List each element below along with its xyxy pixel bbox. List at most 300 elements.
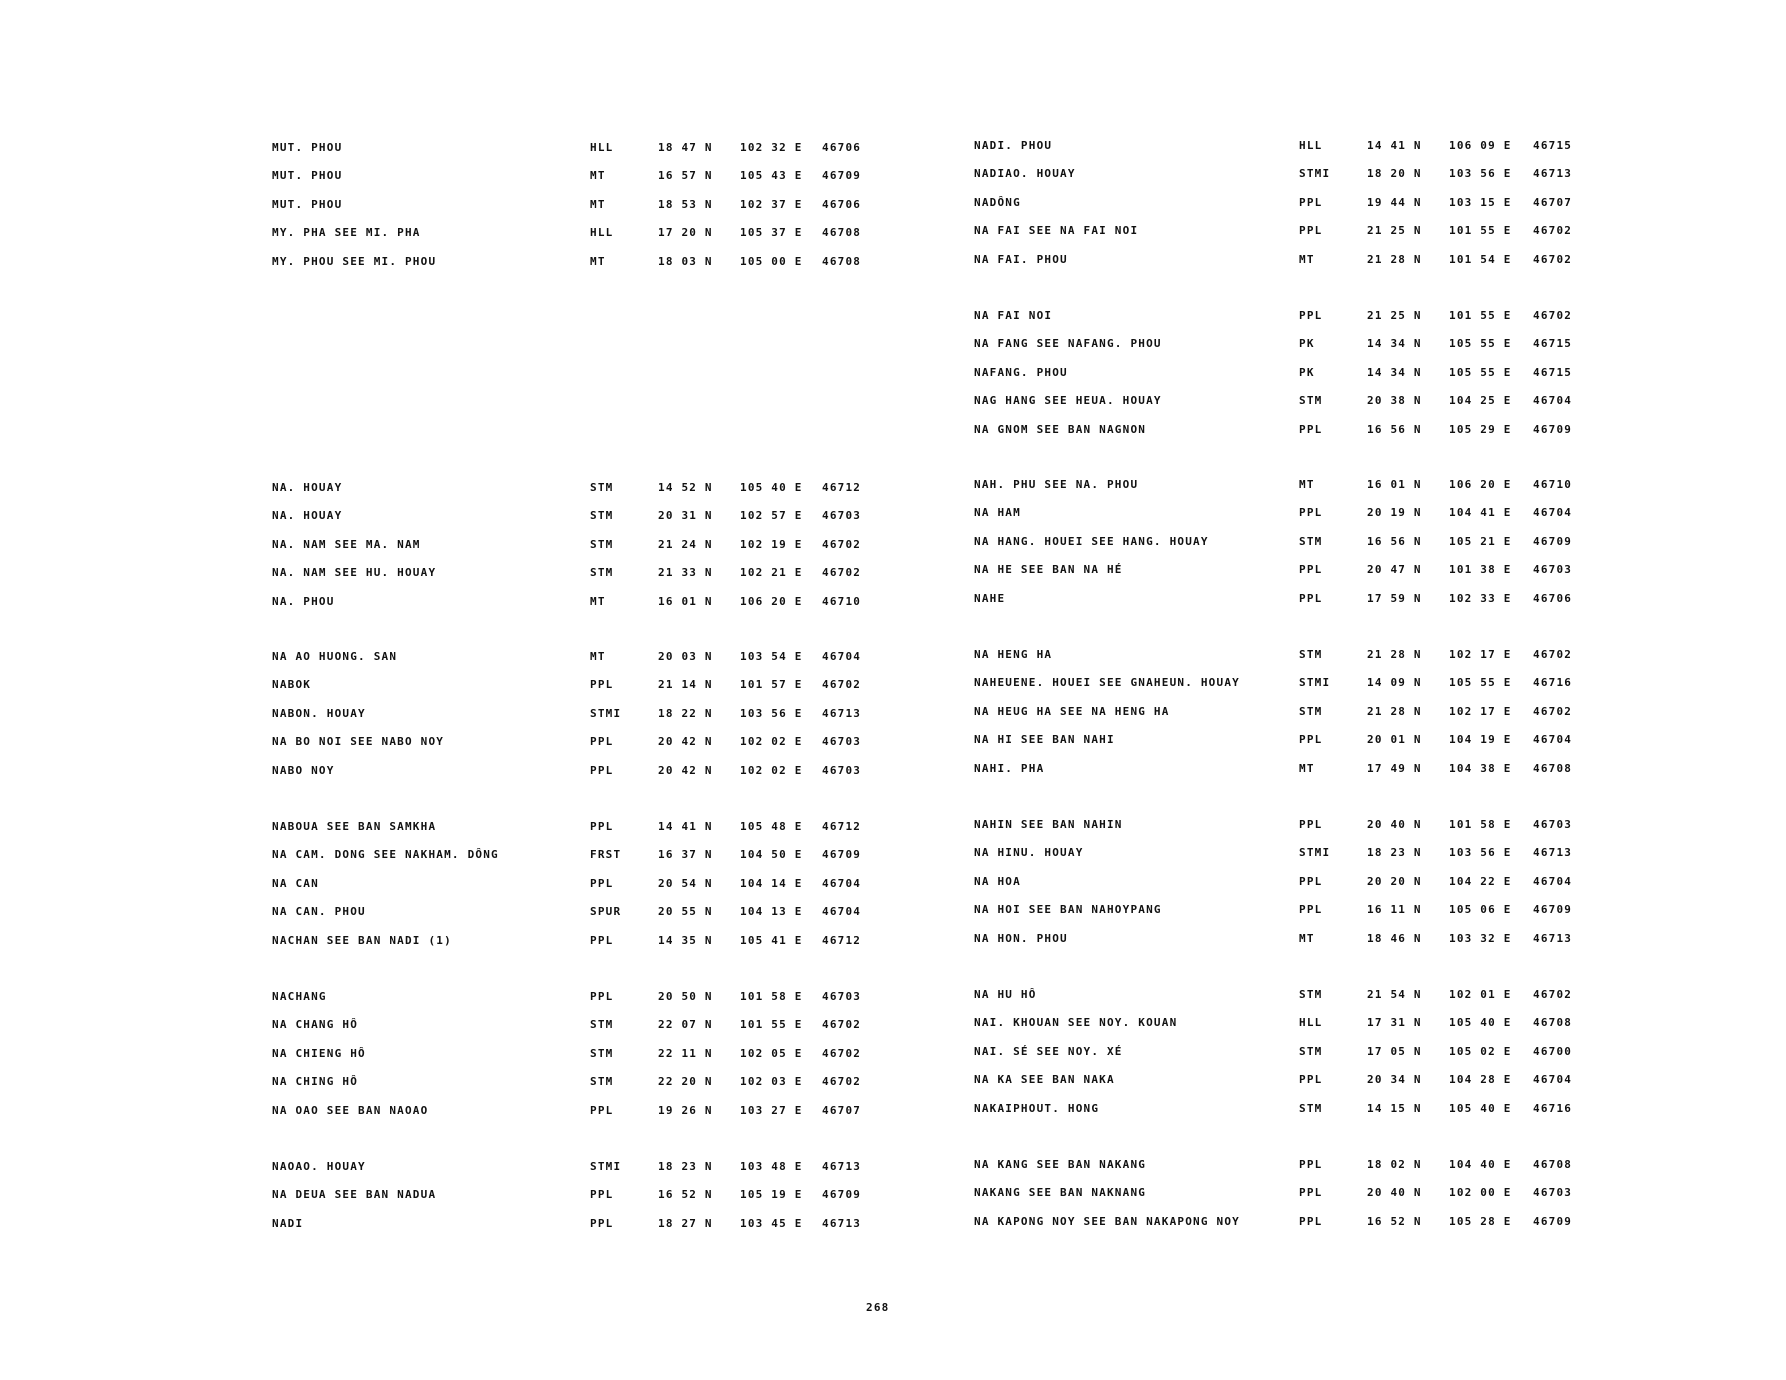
entry-code: 46708 [822,254,862,268]
entry-lat: 18 27 N [658,1216,713,1230]
entry-lat: 18 03 N [658,254,713,268]
entry-lat: 20 54 N [658,876,713,890]
entry-code: 46715 [1533,365,1573,379]
entry-lat: 17 59 N [1367,591,1422,605]
entry-type: MT [590,594,606,608]
entry-code: 46704 [822,876,862,890]
entry-lon: 102 05 E [740,1046,803,1060]
entry-lon: 102 02 E [740,735,803,749]
entry-type: STM [590,509,614,523]
entry-type: PPL [1299,563,1323,577]
entry-lat: 14 35 N [658,933,713,947]
entry-lon: 102 17 E [1449,704,1512,718]
entry-code: 46709 [822,848,862,862]
entry-lat: 22 07 N [658,1018,713,1032]
entry-lat: 16 01 N [658,594,713,608]
entry-type: SPUR [590,905,622,919]
entry-lat: 16 52 N [658,1188,713,1202]
entry-lon: 104 13 E [740,905,803,919]
entry-type: HLL [590,226,614,240]
entry-code: 46713 [1533,846,1573,860]
entry-type: MT [590,169,606,183]
entry-name: NA FAI SEE NA FAI NOI [974,224,1139,238]
entry-lon: 102 21 E [740,566,803,580]
entry-lat: 18 02 N [1367,1158,1422,1171]
entry-lon: 103 45 E [740,1216,803,1230]
entry-name: NA. HOUAY [272,481,343,494]
entry-type: PPL [1299,903,1323,917]
entry-name: NA HEUG HA SEE NA HENG HA [974,704,1170,718]
entry-name: MY. PHA SEE MI. PHA [272,226,421,240]
entry-lon: 105 28 E [1449,1214,1512,1228]
entry-lat: 20 19 N [1367,506,1422,520]
entry-lon: 102 02 E [740,763,803,777]
entry-lon: 104 28 E [1449,1073,1512,1087]
entry-code: 46708 [822,226,862,240]
entry-code: 46702 [1533,224,1573,238]
entry-type: PPL [590,990,614,1003]
entry-type: MT [590,650,606,663]
entry-type: STM [1299,648,1323,661]
entry-name: NACHANG [272,990,327,1003]
entry-lat: 19 44 N [1367,195,1422,209]
entry-name: NAHI. PHA [974,761,1045,775]
entry-lon: 104 25 E [1449,394,1512,408]
entry-lat: 20 42 N [658,735,713,749]
entry-code: 46710 [1533,478,1573,491]
entry-name: MUT. PHOU [272,141,343,154]
entry-name: NA. NAM SEE MA. NAM [272,537,421,551]
entry-code: 46712 [822,820,862,833]
entry-name: NA HON. PHOU [974,931,1068,945]
entry-name: NADI [272,1216,304,1230]
entry-lon: 103 54 E [740,650,803,663]
entry-name: NA FANG SEE NAFANG. PHOU [974,337,1162,351]
entry-code: 46703 [822,735,862,749]
entry-type: PPL [590,1103,614,1117]
entry-name: NA KA SEE BAN NAKA [974,1073,1115,1087]
entry-type: MT [1299,761,1315,775]
entry-lat: 17 49 N [1367,761,1422,775]
entry-type: PPL [1299,818,1323,831]
entry-type: PPL [1299,1073,1323,1087]
entry-lon: 102 57 E [740,509,803,523]
entry-type: PPL [590,820,614,833]
entry-code: 46708 [1533,1158,1573,1171]
entry-lat: 21 28 N [1367,252,1422,266]
entry-name: NA CHING HÔ [272,1075,359,1089]
entry-type: FRST [590,848,622,862]
entry-type: PPL [1299,309,1323,322]
entry-lat: 22 20 N [658,1075,713,1089]
entry-lat: 20 01 N [1367,733,1422,747]
entry-lat: 16 01 N [1367,478,1422,491]
entry-code: 46706 [1533,591,1573,605]
entry-name: NA CAN [272,876,319,890]
entry-lat: 16 56 N [1367,422,1422,436]
entry-type: PPL [590,1188,614,1202]
entry-type: STMI [1299,167,1331,181]
entry-type: PPL [590,763,614,777]
entry-type: STM [590,481,614,494]
entry-code: 46710 [822,594,862,608]
entry-lat: 20 40 N [1367,1186,1422,1200]
entry-lat: 21 25 N [1367,309,1422,322]
entry-lat: 20 31 N [658,509,713,523]
entry-type: PPL [1299,195,1323,209]
entry-lon: 105 55 E [1449,337,1512,351]
entry-code: 46703 [1533,563,1573,577]
entry-lon: 102 03 E [740,1075,803,1089]
entry-name: NA. NAM SEE HU. HOUAY [272,566,437,580]
entry-name: NA CHANG HÔ [272,1018,359,1032]
entry-lat: 21 54 N [1367,988,1422,1001]
entry-lat: 20 38 N [1367,394,1422,408]
entry-lat: 18 22 N [658,706,713,720]
entry-name: NA OAO SEE BAN NAOAO [272,1103,429,1117]
entry-type: PPL [1299,733,1323,747]
entry-lat: 14 34 N [1367,365,1422,379]
entry-type: PPL [1299,1214,1323,1228]
entry-name: NA HOA [974,874,1021,888]
entry-type: MT [1299,478,1315,491]
entry-type: STM [1299,704,1323,718]
entry-lon: 103 32 E [1449,931,1512,945]
entry-name: NA CHIENG HÔ [272,1046,366,1060]
entry-code: 46706 [822,141,862,154]
entry-lon: 101 58 E [1449,818,1512,831]
entry-lat: 16 57 N [658,169,713,183]
entry-lat: 21 14 N [658,678,713,692]
entry-lon: 101 55 E [1449,309,1512,322]
entry-code: 46703 [1533,1186,1573,1200]
entry-type: PPL [590,678,614,692]
entry-lon: 103 56 E [1449,846,1512,860]
entry-type: STM [590,1075,614,1089]
entry-type: STM [590,1046,614,1060]
entry-type: STM [1299,534,1323,548]
entry-lon: 103 48 E [740,1160,803,1173]
entry-name: NAHEUENE. HOUEI SEE GNAHEUN. HOUAY [974,676,1240,690]
entry-code: 46709 [822,169,862,183]
entry-type: MT [1299,252,1315,266]
entry-name: NAHE [974,591,1006,605]
entry-name: NA FAI. PHOU [974,252,1068,266]
entry-code: 46703 [822,509,862,523]
entry-lon: 103 27 E [740,1103,803,1117]
entry-lon: 105 06 E [1449,903,1512,917]
entry-lat: 17 20 N [658,226,713,240]
entry-type: STM [590,566,614,580]
entry-code: 46704 [822,905,862,919]
entry-lat: 22 11 N [658,1046,713,1060]
entry-name: NADIAO. HOUAY [974,167,1076,181]
entry-type: MT [590,254,606,268]
entry-lat: 18 46 N [1367,931,1422,945]
entry-name: NA KANG SEE BAN NAKANG [974,1158,1147,1171]
entry-lon: 101 54 E [1449,252,1512,266]
entry-lon: 104 38 E [1449,761,1512,775]
entry-lon: 105 55 E [1449,676,1512,690]
entry-lat: 19 26 N [658,1103,713,1117]
entry-lon: 106 20 E [740,594,803,608]
entry-lon: 104 22 E [1449,874,1512,888]
entry-name: NA CAN. PHOU [272,905,366,919]
entry-type: STM [1299,1044,1323,1058]
entry-lat: 16 52 N [1367,1214,1422,1228]
entry-lat: 21 24 N [658,537,713,551]
entry-lon: 105 48 E [740,820,803,833]
entry-lon: 101 55 E [1449,224,1512,238]
entry-lon: 106 09 E [1449,139,1512,152]
entry-lat: 21 28 N [1367,648,1422,661]
entry-type: PPL [1299,1186,1323,1200]
entry-type: PPL [590,876,614,890]
entry-lat: 17 31 N [1367,1016,1422,1030]
entry-name: MUT. PHOU [272,197,343,211]
entry-code: 46704 [1533,874,1573,888]
entry-lon: 105 21 E [1449,534,1512,548]
entry-lat: 14 41 N [1367,139,1422,152]
entry-lon: 105 40 E [740,481,803,494]
entry-name: NA HANG. HOUEI SEE HANG. HOUAY [974,534,1209,548]
entry-type: STMI [590,706,622,720]
entry-lon: 101 58 E [740,990,803,1003]
entry-name: NABO NOY [272,763,335,777]
entry-name: NA HI SEE BAN NAHI [974,733,1115,747]
entry-name: NA AO HUONG. SAN [272,650,398,663]
entry-lon: 102 01 E [1449,988,1512,1001]
entry-code: 46707 [1533,195,1573,209]
entry-lon: 102 00 E [1449,1186,1512,1200]
entry-lon: 103 56 E [740,706,803,720]
entry-code: 46702 [1533,309,1573,322]
entry-lat: 18 47 N [658,141,713,154]
entry-type: PPL [1299,591,1323,605]
entry-lon: 101 57 E [740,678,803,692]
entry-type: STMI [1299,846,1331,860]
entry-code: 46702 [1533,252,1573,266]
entry-lon: 104 19 E [1449,733,1512,747]
entry-lon: 105 29 E [1449,422,1512,436]
entry-code: 46704 [822,650,862,663]
entry-type: STMI [590,1160,622,1173]
entry-name: NAI. KHOUAN SEE NOY. KOUAN [974,1016,1178,1030]
entry-code: 46702 [822,1075,862,1089]
entry-code: 46715 [1533,337,1573,351]
entry-name: NAI. SÉ SEE NOY. XÉ [974,1044,1123,1058]
entry-code: 46700 [1533,1044,1573,1058]
entry-name: NADI. PHOU [974,139,1053,152]
entry-type: PPL [590,735,614,749]
entry-name: MY. PHOU SEE MI. PHOU [272,254,437,268]
entry-lon: 105 40 E [1449,1016,1512,1030]
entry-type: HLL [1299,1016,1323,1030]
entry-code: 46712 [822,481,862,494]
entry-lon: 102 19 E [740,537,803,551]
entry-name: NAHIN SEE BAN NAHIN [974,818,1123,831]
entry-lon: 106 20 E [1449,478,1512,491]
entry-code: 46708 [1533,1016,1573,1030]
entry-code: 46703 [822,763,862,777]
entry-lat: 20 50 N [658,990,713,1003]
entry-code: 46709 [1533,903,1573,917]
entry-type: PPL [1299,224,1323,238]
entry-code: 46702 [1533,988,1573,1001]
entry-name: NABOUA SEE BAN SAMKHA [272,820,437,833]
entry-lon: 104 41 E [1449,506,1512,520]
entry-lat: 20 47 N [1367,563,1422,577]
entry-type: STM [1299,988,1323,1001]
entry-lat: 21 33 N [658,566,713,580]
entry-name: NA HENG HA [974,648,1053,661]
entry-type: MT [590,197,606,211]
entry-lat: 14 09 N [1367,676,1422,690]
entry-code: 46713 [822,706,862,720]
entry-name: NA HU HÔ [974,988,1037,1001]
entry-name: NABON. HOUAY [272,706,366,720]
entry-name: NAKAIPHOUT. HONG [974,1101,1100,1115]
entry-lat: 20 42 N [658,763,713,777]
entry-name: NA KAPONG NOY SEE BAN NAKAPONG NOY [974,1214,1240,1228]
entry-name: NA HE SEE BAN NA HÉ [974,563,1123,577]
entry-lon: 105 43 E [740,169,803,183]
entry-type: STM [590,537,614,551]
entry-lon: 105 41 E [740,933,803,947]
page-number: 268 [866,1301,890,1314]
entry-code: 46702 [822,678,862,692]
entry-type: PK [1299,337,1315,351]
entry-lon: 105 55 E [1449,365,1512,379]
entry-name: NA HAM [974,506,1021,520]
entry-lat: 18 53 N [658,197,713,211]
entry-lon: 105 02 E [1449,1044,1512,1058]
entry-name: MUT. PHOU [272,169,343,183]
entry-lat: 20 40 N [1367,818,1422,831]
entry-lat: 21 28 N [1367,704,1422,718]
entry-type: MT [1299,931,1315,945]
entry-code: 46713 [822,1216,862,1230]
entry-name: NA. PHOU [272,594,335,608]
entry-lat: 16 11 N [1367,903,1422,917]
entry-lon: 105 37 E [740,226,803,240]
entry-type: PK [1299,365,1315,379]
entry-code: 46709 [1533,422,1573,436]
entry-lon: 105 40 E [1449,1101,1512,1115]
entry-lon: 101 55 E [740,1018,803,1032]
entry-lon: 104 50 E [740,848,803,862]
entry-lat: 14 41 N [658,820,713,833]
entry-lat: 16 37 N [658,848,713,862]
entry-type: STM [1299,1101,1323,1115]
entry-name: NA GNOM SEE BAN NAGNON [974,422,1147,436]
entry-lat: 17 05 N [1367,1044,1422,1058]
entry-name: NA. HOUAY [272,509,343,523]
entry-code: 46702 [1533,648,1573,661]
entry-type: PPL [1299,1158,1323,1171]
entry-lat: 18 20 N [1367,167,1422,181]
entry-lon: 105 19 E [740,1188,803,1202]
entry-code: 46716 [1533,676,1573,690]
entry-name: NAH. PHU SEE NA. PHOU [974,478,1139,491]
entry-code: 46703 [1533,818,1573,831]
entry-code: 46708 [1533,761,1573,775]
entry-code: 46709 [1533,1214,1573,1228]
entry-code: 46702 [1533,704,1573,718]
entry-name: NAOAO. HOUAY [272,1160,366,1173]
entry-lon: 103 56 E [1449,167,1512,181]
entry-type: PPL [590,933,614,947]
entry-code: 46713 [822,1160,862,1173]
entry-code: 46704 [1533,733,1573,747]
entry-type: HLL [1299,139,1323,152]
entry-lon: 102 17 E [1449,648,1512,661]
entry-name: NA BO NOI SEE NABO NOY [272,735,445,749]
entry-lat: 18 23 N [1367,846,1422,860]
entry-code: 46704 [1533,506,1573,520]
entry-code: 46715 [1533,139,1573,152]
entry-lat: 16 56 N [1367,534,1422,548]
entry-lat: 20 20 N [1367,874,1422,888]
entry-name: NA CAM. DONG SEE NAKHAM. DÔNG [272,848,499,862]
entry-type: STMI [1299,676,1331,690]
entry-code: 46712 [822,933,862,947]
entry-code: 46702 [822,1018,862,1032]
entry-lat: 14 15 N [1367,1101,1422,1115]
entry-lat: 14 34 N [1367,337,1422,351]
entry-type: PPL [590,1216,614,1230]
entry-code: 46709 [822,1188,862,1202]
entry-code: 46704 [1533,394,1573,408]
entry-code: 46707 [822,1103,862,1117]
entry-name: NAG HANG SEE HEUA. HOUAY [974,394,1162,408]
entry-lon: 102 33 E [1449,591,1512,605]
entry-code: 46702 [822,1046,862,1060]
entry-lat: 21 25 N [1367,224,1422,238]
entry-type: PPL [1299,874,1323,888]
entry-lat: 20 03 N [658,650,713,663]
entry-name: NA HOI SEE BAN NAHOYPANG [974,903,1162,917]
entry-lon: 102 37 E [740,197,803,211]
entry-lon: 103 15 E [1449,195,1512,209]
entry-name: NA FAI NOI [974,309,1053,322]
entry-name: NAFANG. PHOU [974,365,1068,379]
entry-lon: 104 40 E [1449,1158,1512,1171]
entry-name: NAKANG SEE BAN NAKNANG [974,1186,1147,1200]
entry-code: 46713 [1533,167,1573,181]
entry-lon: 102 32 E [740,141,803,154]
entry-type: PPL [1299,506,1323,520]
entry-name: NADÔNG [974,195,1021,209]
entry-name: NA HINU. HOUAY [974,846,1084,860]
entry-code: 46706 [822,197,862,211]
entry-code: 46702 [822,537,862,551]
entry-name: NACHAN SEE BAN NADI (1) [272,933,452,947]
entry-type: HLL [590,141,614,154]
entry-type: PPL [1299,422,1323,436]
entry-lat: 14 52 N [658,481,713,494]
entry-code: 46709 [1533,534,1573,548]
entry-code: 46713 [1533,931,1573,945]
entry-lon: 104 14 E [740,876,803,890]
entry-code: 46716 [1533,1101,1573,1115]
entry-lat: 18 23 N [658,1160,713,1173]
entry-lon: 101 38 E [1449,563,1512,577]
entry-code: 46703 [822,990,862,1003]
entry-lat: 20 55 N [658,905,713,919]
entry-lat: 20 34 N [1367,1073,1422,1087]
entry-code: 46704 [1533,1073,1573,1087]
